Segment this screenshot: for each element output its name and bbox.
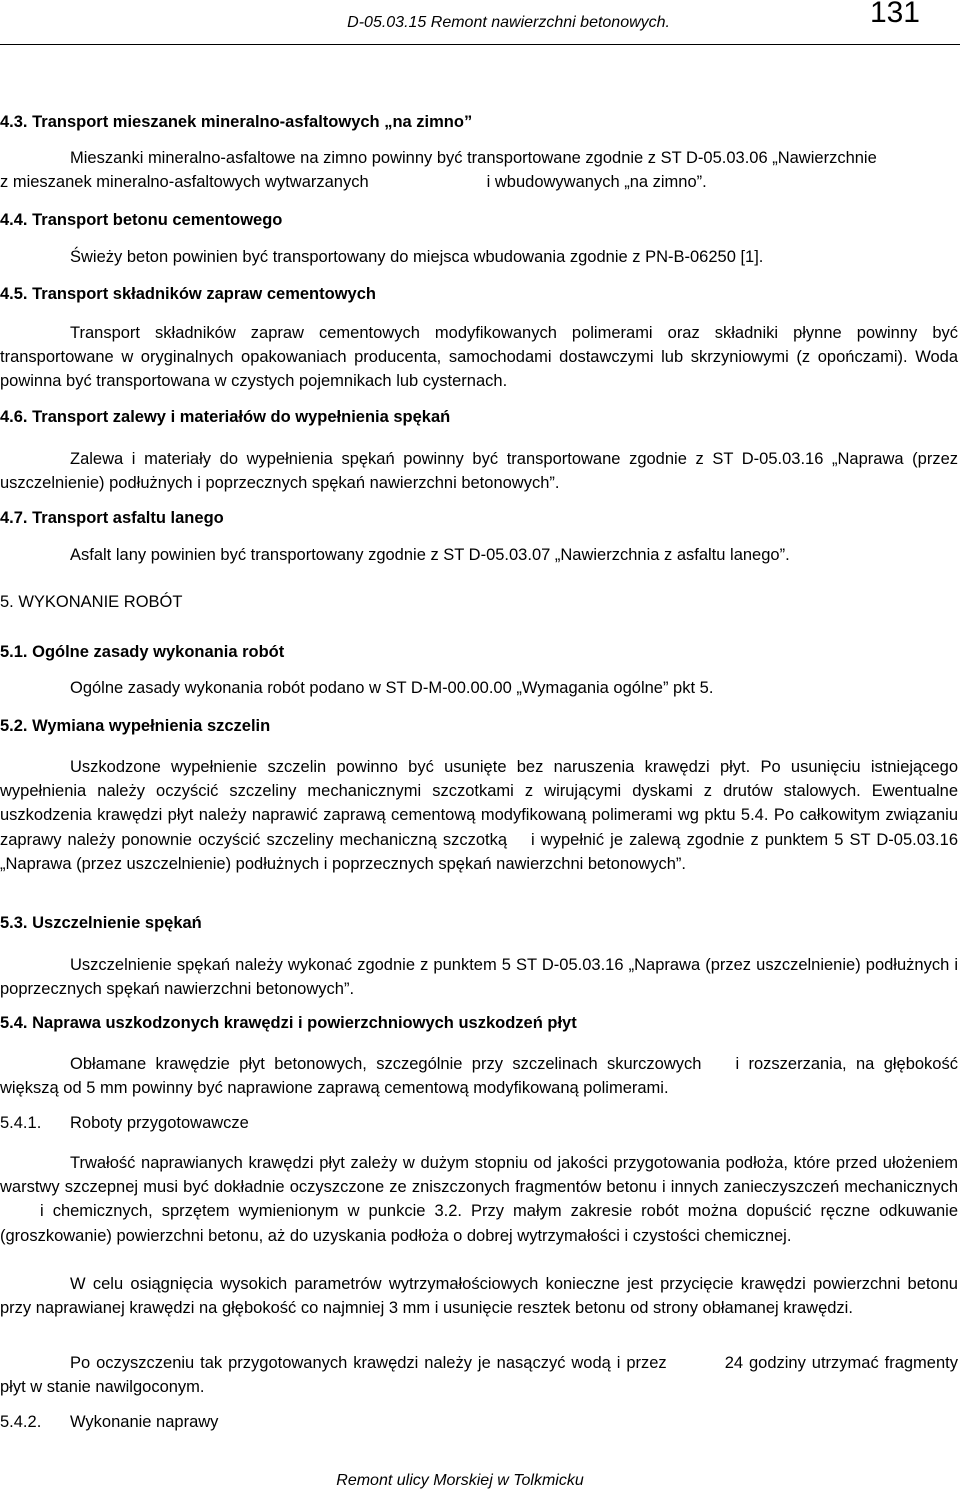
section-5-4-paragraph xyxy=(0,1052,958,1100)
section-4-6-text: Zalewa i materiały do wypełnienia spękań powinny być transportowane zgodnie z ST D-05.03.16 „Naprawa (przez uszczelnienie) podłużnych i poprzecznych spękań nawierzchni betonowych”. xyxy=(0,450,958,493)
section-4-4-line-1: Świeży beton powinien być transportowany do miejsca wbudowania zgodnie z PN-B-06250 [1]. xyxy=(70,248,764,266)
header-document-title: D-05.03.15 Remont nawierzchni betonowych. xyxy=(347,14,670,31)
section-4-3-line-2 xyxy=(0,173,707,192)
section-4-6-heading: 4.6. Transport zalewy i materiałów do wypełnienia spękań xyxy=(0,408,451,426)
section-5-2-text-a: Uszkodzone wypełnienie szczelin powinno być usunięte bez naruszenia krawędzi płyt. Po usunięciu istniejącego wypełnienia należy oczyścić szczeliny mechanicznymi szczotkami z wirującymi dyskami z drutów stalowych. Ewentualne uszkodzenia krawędzi płyt należy naprawić zaprawą cementową modyfikowaną polimerami wg pktu 5.4. Po całkowitym związaniu zaprawy należy ponownie oczyścić szczeliny mechaniczną szczotką xyxy=(0,758,958,849)
section-5-4-1-p2-text: W celu osiągnięcia wysokich parametrów wytrzymałościowych konieczne jest przycięcie krawędzi powierzchni betonu przy naprawianej krawędzi na głębokość co najmniej 3 mm i usunięcie resztek betonu od strony obłamanej krawędzi. xyxy=(0,1275,958,1318)
section-4-5-heading: 4.5. Transport składników zapraw cementowych xyxy=(0,285,376,303)
section-5-2-paragraph xyxy=(0,755,958,876)
section-4-7-line-1: Asfalt lany powinien być transportowany zgodnie z ST D-05.03.07 „Nawierzchnia z asfaltu lanego”. xyxy=(70,546,790,564)
section-5-4-2-heading xyxy=(0,1413,218,1432)
section-5-4-1-heading xyxy=(0,1114,249,1133)
section-5-4-text-a: Obłamane krawędzie płyt betonowych, szczególnie przy szczelinach skurczowych xyxy=(70,1055,702,1073)
section-5-3-paragraph xyxy=(0,953,958,1001)
page-footer: Remont ulicy Morskiej w Tolkmicku xyxy=(336,1472,584,1489)
header-rule xyxy=(0,44,960,45)
section-5-4-text-b: i rozszerzania, na głębokość większą od 5 mm powinny być naprawione zaprawą cementową modyfikowaną polimerami. xyxy=(0,1055,958,1098)
section-5-4-1-paragraph-1 xyxy=(0,1151,958,1248)
section-5-4-2-number: 5.4.2. xyxy=(0,1413,42,1431)
section-5-4-1-p1-text-b: i chemicznych, sprzętem wymienionym w punkcie 3.2. Przy małym zakresie robót można dopuścić ręczne odkuwanie (groszkowanie) powierzchni betonu, aż do uzyskania podłoża o dobrej wytrzymałości i czystości chemicznej. xyxy=(0,1202,958,1245)
section-4-5-text: Transport składników zapraw cementowych modyfikowanych polimerami oraz składniki płynne powinny być transportowane w oryginalnych opakowaniach producenta, samochodami dostawczymi lub skrzyniowymi (z opończami). Woda powinna być transportowana w czystych pojemnikach lub cysternach. xyxy=(0,324,958,391)
section-4-3-line-1: Mieszanki mineralno-asfaltowe na zimno powinny być transportowane zgodnie z ST D-05.03.06 „Nawierzchnie xyxy=(70,149,877,167)
section-4-4-heading: 4.4. Transport betonu cementowego xyxy=(0,211,283,229)
header-page-number: 131 xyxy=(869,0,920,29)
section-5-2-text-b: i wypełnić je zalewą zgodnie z punktem 5 ST D-05.03.16 „Naprawa (przez uszczelnienie) podłużnych i poprzecznych spękań nawierzchni betonowych”. xyxy=(0,830,958,873)
section-4-5-paragraph xyxy=(0,321,958,394)
section-5-1-heading: 5.1. Ogólne zasady wykonania robót xyxy=(0,643,285,661)
section-4-7-heading: 4.7. Transport asfaltu lanego xyxy=(0,509,224,527)
section-5-4-1-number: 5.4.1. xyxy=(0,1114,42,1132)
section-5-4-1-title: Roboty przygotowawcze xyxy=(70,1114,249,1132)
chapter-5-heading: 5. WYKONANIE ROBÓT xyxy=(0,593,183,611)
section-5-4-1-p1-text-a: Trwałość naprawianych krawędzi płyt zależy w dużym stopniu od jakości przygotowania podłoża, które przed ułożeniem warstwy szczepnej musi być dokładnie oczyszczone ze zniszczonych fragmentów betonu i innych zanieczyszczeń mechanicznych xyxy=(0,1154,958,1197)
section-5-4-1-p3-text-a: Po oczyszczeniu tak przygotowanych krawędzi należy je nasączyć wodą i przez xyxy=(70,1354,667,1372)
section-5-3-text: Uszczelnienie spękań należy wykonać zgodnie z punktem 5 ST D-05.03.16 „Naprawa (przez uszczelnienie) podłużnych i poprzecznych spękań nawierzchni betonowych”. xyxy=(0,956,958,999)
section-5-4-1-p3-text-b: 24 godziny utrzymać fragmenty płyt w stanie nawilgoconym. xyxy=(0,1354,958,1397)
section-4-6-paragraph xyxy=(0,447,958,495)
section-5-3-heading: 5.3. Uszczelnienie spękań xyxy=(0,914,202,932)
section-4-3-heading: 4.3. Transport mieszanek mineralno-asfaltowych „na zimno” xyxy=(0,113,473,131)
section-5-1-line-1: Ogólne zasady wykonania robót podano w ST D-M-00.00.00 „Wymagania ogólne” pkt 5. xyxy=(70,679,714,697)
section-4-3-line-2-part-a: z mieszanek mineralno-asfaltowych wytwarzanych xyxy=(0,173,369,191)
section-5-2-heading: 5.2. Wymiana wypełnienia szczelin xyxy=(0,717,271,735)
section-5-4-1-paragraph-2 xyxy=(0,1272,958,1320)
section-5-4-heading: 5.4. Naprawa uszkodzonych krawędzi i powierzchniowych uszkodzeń płyt xyxy=(0,1014,577,1032)
section-5-4-1-paragraph-3 xyxy=(0,1351,958,1399)
section-5-4-2-title: Wykonanie naprawy xyxy=(70,1413,219,1431)
section-4-3-line-2-part-b: i wbudowywanych „na zimno”. xyxy=(486,173,707,191)
